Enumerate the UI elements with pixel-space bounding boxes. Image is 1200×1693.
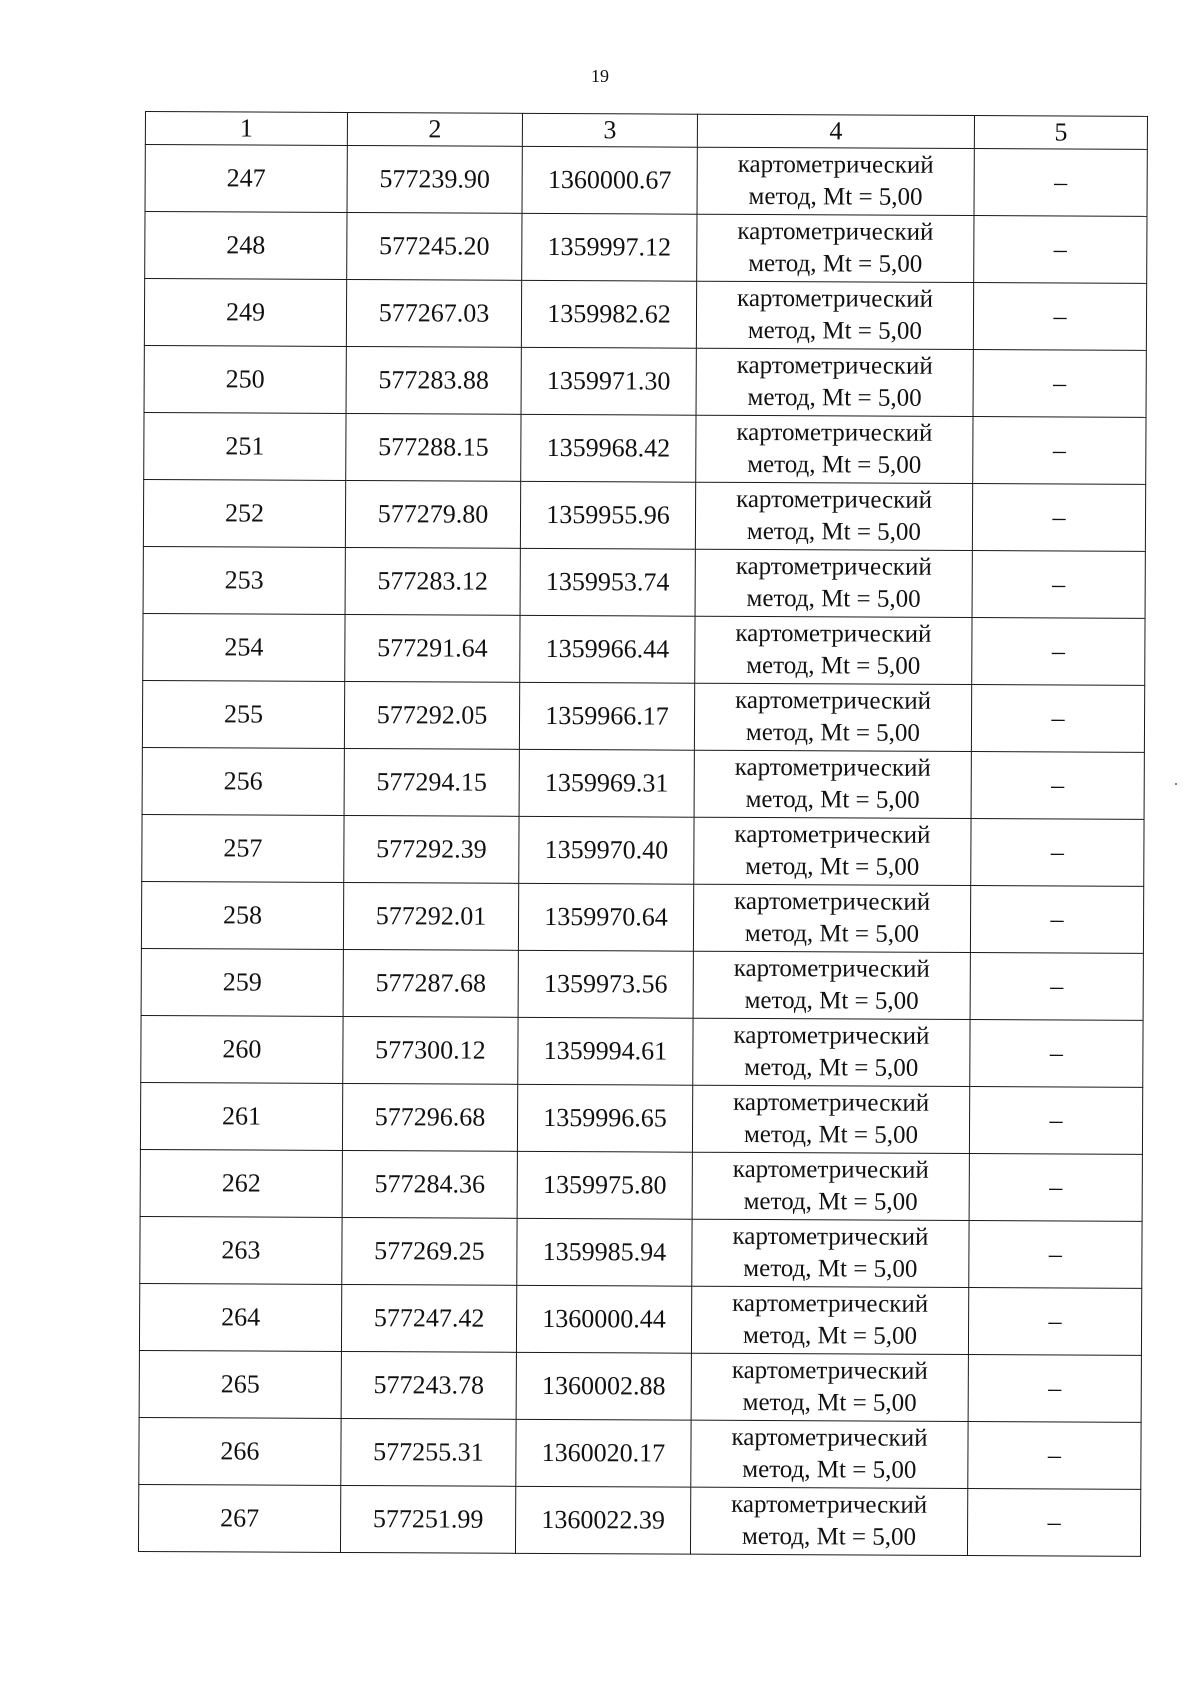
method-line-1: картометрический: [737, 217, 934, 246]
method-line-2: метод, Mt = 5,00: [745, 852, 920, 881]
x-coordinate-cell: 577292.01: [343, 882, 518, 950]
method-cell: [692, 1219, 969, 1287]
point-number-cell: 254: [143, 613, 345, 681]
scan-speck: [1175, 783, 1177, 785]
method-cell: [693, 1018, 970, 1086]
method-cell: [690, 1487, 967, 1555]
note-cell: –: [974, 216, 1147, 284]
x-coordinate-cell: 577291.64: [345, 614, 520, 682]
method-cell: [694, 750, 971, 818]
note-cell: –: [970, 886, 1143, 954]
method-line-2: метод, Mt = 5,00: [744, 919, 920, 948]
column-header-1: 1: [145, 112, 347, 146]
method-line-2: метод, Mt = 5,00: [746, 517, 922, 546]
y-coordinate-cell: 1359971.30: [521, 347, 696, 415]
table-row: [140, 1149, 1142, 1221]
method-cell: [691, 1353, 968, 1421]
method-line-1: картометрический: [733, 1021, 930, 1050]
table-row: [139, 1350, 1141, 1422]
page-number: 19: [591, 66, 609, 86]
point-number-cell: 252: [143, 479, 345, 547]
note-cell: –: [968, 1422, 1141, 1490]
point-number-cell: 264: [139, 1283, 341, 1351]
y-coordinate-cell: 1359970.64: [518, 883, 693, 951]
y-coordinate-cell: 1359994.61: [518, 1017, 693, 1085]
method-cell: [695, 549, 972, 617]
method-line-1: картометрический: [732, 1222, 929, 1251]
table-row: [141, 881, 1143, 953]
method-line-2: метод, Mt = 5,00: [745, 785, 920, 814]
method-line-1: картометрический: [736, 485, 933, 514]
header-row: [145, 112, 1147, 150]
column-header-2: 2: [347, 112, 522, 146]
method-line-1: картометрический: [736, 418, 933, 447]
y-coordinate-cell: 1359968.42: [521, 414, 696, 482]
method-line-1: картометрический: [736, 351, 933, 380]
x-coordinate-cell: 577294.15: [344, 748, 519, 816]
method-line-2: метод, Mt = 5,00: [748, 249, 923, 278]
method-line-1: картометрический: [734, 887, 931, 916]
method-line-2: метод, Mt = 5,00: [746, 651, 921, 680]
table-row: [138, 1484, 1140, 1556]
note-cell: –: [974, 149, 1147, 217]
table-row: [142, 814, 1144, 886]
point-number-cell: 257: [142, 814, 344, 882]
method-line-1: картометрический: [735, 686, 932, 715]
point-number-cell: 247: [145, 145, 347, 213]
x-coordinate-cell: 577283.88: [346, 346, 521, 414]
table-row: [143, 546, 1145, 618]
method-cell: [696, 415, 973, 483]
point-number-cell: 256: [142, 747, 344, 815]
x-coordinate-cell: 577288.15: [346, 413, 521, 481]
method-line-1: картометрический: [734, 820, 931, 849]
note-cell: –: [971, 752, 1144, 820]
point-number-cell: 249: [144, 279, 346, 347]
point-number-cell: 250: [144, 345, 346, 413]
method-line-1: картометрический: [735, 552, 932, 581]
x-coordinate-cell: 577269.25: [342, 1217, 517, 1285]
x-coordinate-cell: 577296.68: [342, 1083, 517, 1151]
table-row: [140, 1216, 1142, 1288]
y-coordinate-cell: 1359966.17: [519, 682, 694, 750]
table-row: [145, 145, 1147, 217]
method-cell: [697, 214, 974, 282]
y-coordinate-cell: 1359955.96: [520, 481, 695, 549]
point-number-cell: 251: [144, 412, 346, 480]
coordinates-table: [138, 111, 1148, 1557]
y-coordinate-cell: 1359997.12: [522, 213, 697, 281]
method-line-2: метод, Mt = 5,00: [743, 1254, 918, 1283]
note-cell: –: [973, 350, 1146, 418]
method-cell: [691, 1286, 968, 1354]
method-line-1: картометрический: [731, 1423, 928, 1452]
method-cell: [693, 951, 970, 1019]
note-cell: –: [970, 953, 1143, 1021]
y-coordinate-cell: 1360000.44: [516, 1285, 691, 1353]
method-cell: [693, 884, 970, 952]
x-coordinate-cell: 577243.78: [341, 1351, 516, 1419]
y-coordinate-cell: 1359982.62: [521, 280, 696, 348]
method-line-1: картометрический: [737, 284, 934, 313]
x-coordinate-cell: 577251.99: [340, 1485, 515, 1553]
x-coordinate-cell: 577284.36: [342, 1150, 517, 1218]
note-cell: –: [973, 417, 1146, 485]
column-header-4: 4: [697, 114, 974, 148]
method-line-2: метод, Mt = 5,00: [742, 1388, 917, 1417]
method-line-2: метод, Mt = 5,00: [742, 1321, 918, 1350]
x-coordinate-cell: 577255.31: [341, 1418, 516, 1486]
method-cell: [691, 1420, 968, 1488]
table-row: [141, 948, 1143, 1020]
point-number-cell: 258: [141, 881, 343, 949]
method-line-2: метод, Mt = 5,00: [743, 1187, 918, 1216]
point-number-cell: 259: [141, 948, 343, 1016]
method-cell: [695, 616, 972, 684]
method-line-2: метод, Mt = 5,00: [748, 182, 923, 211]
column-header-3: 3: [522, 113, 697, 147]
point-number-cell: 255: [142, 680, 344, 748]
table-row: [144, 279, 1146, 351]
note-cell: –: [968, 1355, 1141, 1423]
method-cell: [697, 147, 974, 215]
method-cell: [692, 1085, 969, 1153]
y-coordinate-cell: 1360000.67: [522, 146, 697, 214]
method-line-1: картометрический: [731, 1356, 928, 1385]
point-number-cell: 248: [145, 212, 347, 280]
table-row: [141, 1015, 1143, 1087]
y-coordinate-cell: 1359970.40: [519, 816, 694, 884]
method-line-1: картометрический: [731, 1490, 928, 1519]
note-cell: –: [969, 1154, 1142, 1222]
x-coordinate-cell: 577292.05: [344, 681, 519, 749]
method-line-2: метод, Mt = 5,00: [747, 450, 922, 479]
note-cell: –: [970, 1020, 1143, 1088]
method-cell: [695, 482, 972, 550]
point-number-cell: 265: [139, 1350, 341, 1418]
method-cell: [696, 348, 973, 416]
note-cell: –: [968, 1288, 1141, 1356]
y-coordinate-cell: 1360002.88: [516, 1352, 691, 1420]
method-line-2: метод, Mt = 5,00: [742, 1455, 917, 1484]
x-coordinate-cell: 577239.90: [347, 145, 522, 213]
method-line-2: метод, Mt = 5,00: [743, 1120, 919, 1149]
method-line-1: картометрический: [735, 619, 932, 648]
method-line-2: метод, Mt = 5,00: [741, 1522, 917, 1551]
y-coordinate-cell: 1360022.39: [515, 1486, 690, 1554]
method-line-1: картометрический: [737, 150, 934, 179]
x-coordinate-cell: 577287.68: [343, 949, 518, 1017]
x-coordinate-cell: 577300.12: [343, 1016, 518, 1084]
method-line-2: метод, Mt = 5,00: [745, 718, 921, 747]
note-cell: –: [972, 618, 1145, 686]
y-coordinate-cell: 1359973.56: [518, 950, 693, 1018]
x-coordinate-cell: 577292.39: [344, 815, 519, 883]
table-row: [145, 212, 1147, 284]
y-coordinate-cell: 1360020.17: [516, 1419, 691, 1487]
note-cell: –: [972, 484, 1145, 552]
table-row: [139, 1283, 1141, 1355]
point-number-cell: 267: [138, 1484, 340, 1552]
point-number-cell: 260: [141, 1015, 343, 1083]
point-number-cell: 253: [143, 546, 345, 614]
method-line-1: картометрический: [733, 1088, 930, 1117]
method-line-1: картометрический: [734, 753, 931, 782]
method-line-2: метод, Mt = 5,00: [747, 383, 922, 412]
x-coordinate-cell: 577283.12: [345, 547, 520, 615]
table-row: [142, 747, 1144, 819]
y-coordinate-cell: 1359969.31: [519, 749, 694, 817]
table-row: [144, 345, 1146, 417]
point-number-cell: 261: [140, 1082, 342, 1150]
method-line-1: картометрический: [732, 1289, 929, 1318]
table-row: [139, 1417, 1141, 1489]
method-line-2: метод, Mt = 5,00: [744, 986, 919, 1015]
x-coordinate-cell: 577245.20: [347, 212, 522, 280]
table-row: [143, 479, 1145, 551]
note-cell: –: [969, 1221, 1142, 1289]
y-coordinate-cell: 1359985.94: [517, 1218, 692, 1286]
note-cell: –: [971, 819, 1144, 887]
point-number-cell: 262: [140, 1149, 342, 1217]
method-line-2: метод, Mt = 5,00: [746, 584, 921, 613]
table-row: [143, 613, 1145, 685]
table-row: [142, 680, 1144, 752]
note-cell: –: [972, 551, 1145, 619]
table-header: [145, 112, 1147, 150]
x-coordinate-cell: 577279.80: [345, 480, 520, 548]
method-line-1: картометрический: [733, 954, 930, 983]
x-coordinate-cell: 577267.03: [346, 279, 521, 347]
method-cell: [694, 683, 971, 751]
method-line-1: картометрический: [732, 1155, 929, 1184]
note-cell: –: [969, 1087, 1142, 1155]
table-body: [138, 145, 1147, 1557]
point-number-cell: 263: [140, 1216, 342, 1284]
table-row: [144, 412, 1146, 484]
method-cell: [696, 281, 973, 349]
table-row: [140, 1082, 1142, 1154]
column-header-5: 5: [974, 116, 1147, 150]
method-cell: [692, 1152, 969, 1220]
note-cell: –: [973, 283, 1146, 351]
y-coordinate-cell: 1359953.74: [520, 548, 695, 616]
note-cell: –: [971, 685, 1144, 753]
y-coordinate-cell: 1359975.80: [517, 1151, 692, 1219]
y-coordinate-cell: 1359966.44: [520, 615, 695, 683]
note-cell: –: [967, 1489, 1140, 1557]
x-coordinate-cell: 577247.42: [341, 1284, 516, 1352]
point-number-cell: 266: [139, 1417, 341, 1485]
method-line-2: метод, Mt = 5,00: [744, 1053, 919, 1082]
method-line-2: метод, Mt = 5,00: [747, 316, 923, 345]
method-cell: [694, 817, 971, 885]
y-coordinate-cell: 1359996.65: [517, 1084, 692, 1152]
